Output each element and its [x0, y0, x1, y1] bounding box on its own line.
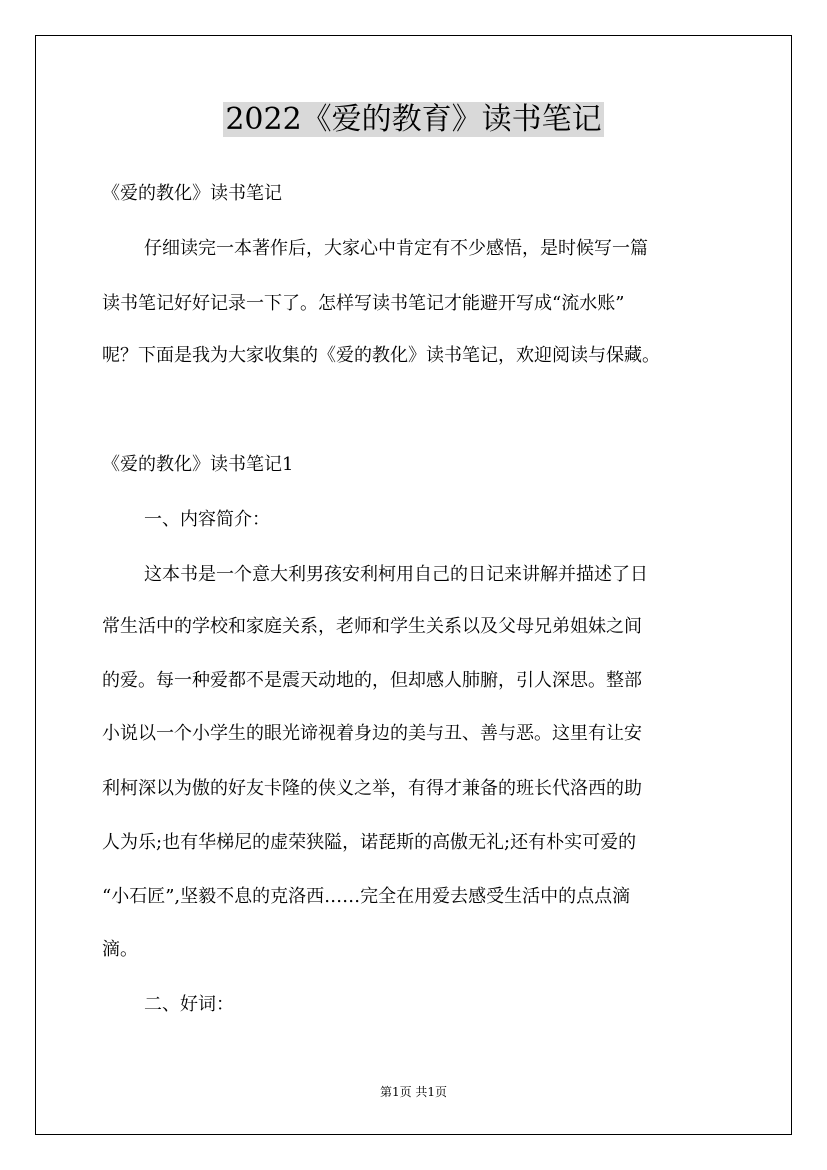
document-title: [0, 98, 827, 142]
intro-line: 仔细读完一本著作后，大家心中肯定有不少感悟，是时候写一篇: [144, 238, 648, 259]
document-subtitle: 《爱的教化》读书笔记: [102, 183, 282, 204]
intro-line: 呢？下面是我为大家收集的《爱的教化》读书笔记，欢迎阅读与保藏。: [102, 345, 660, 366]
part-one-heading: 一、内容简介：: [144, 509, 270, 530]
intro-line: 读书笔记好好记录一下了。怎样写读书笔记才能避开写成“流水账”: [102, 293, 625, 314]
body-line: 这本书是一个意大利男孩安利柯用自己的日记来讲解并描述了日: [144, 564, 648, 585]
document-title-text: 2022《爱的教育》读书笔记: [225, 102, 602, 137]
page-footer: 第1页 共1页: [379, 1085, 448, 1099]
body-line: 常生活中的学校和家庭关系，老师和学生关系以及父母兄弟姐妹之间: [102, 616, 642, 637]
body-line: 滴。: [102, 939, 138, 960]
body-line: 人为乐;也有华梯尼的虚荣狭隘，诺琵斯的高傲无礼;还有朴实可爱的: [102, 832, 637, 853]
body-line: 的爱。每一种爱都不是震天动地的，但却感人肺腑，引人深思。整部: [102, 670, 642, 691]
body-line: “小石匠”,坚毅不息的克洛西……完全在用爱去感受生活中的点点滴: [102, 886, 631, 907]
body-line: 利柯深以为傲的好友卡隆的侠义之举，有得才兼备的班长代洛西的助: [102, 778, 642, 799]
section-heading: 《爱的教化》读书笔记1: [102, 454, 294, 475]
body-line: 小说以一个小学生的眼光谛视着身边的美与丑、善与恶。这里有让安: [102, 723, 642, 744]
part-two-heading: 二、好词：: [144, 994, 234, 1015]
